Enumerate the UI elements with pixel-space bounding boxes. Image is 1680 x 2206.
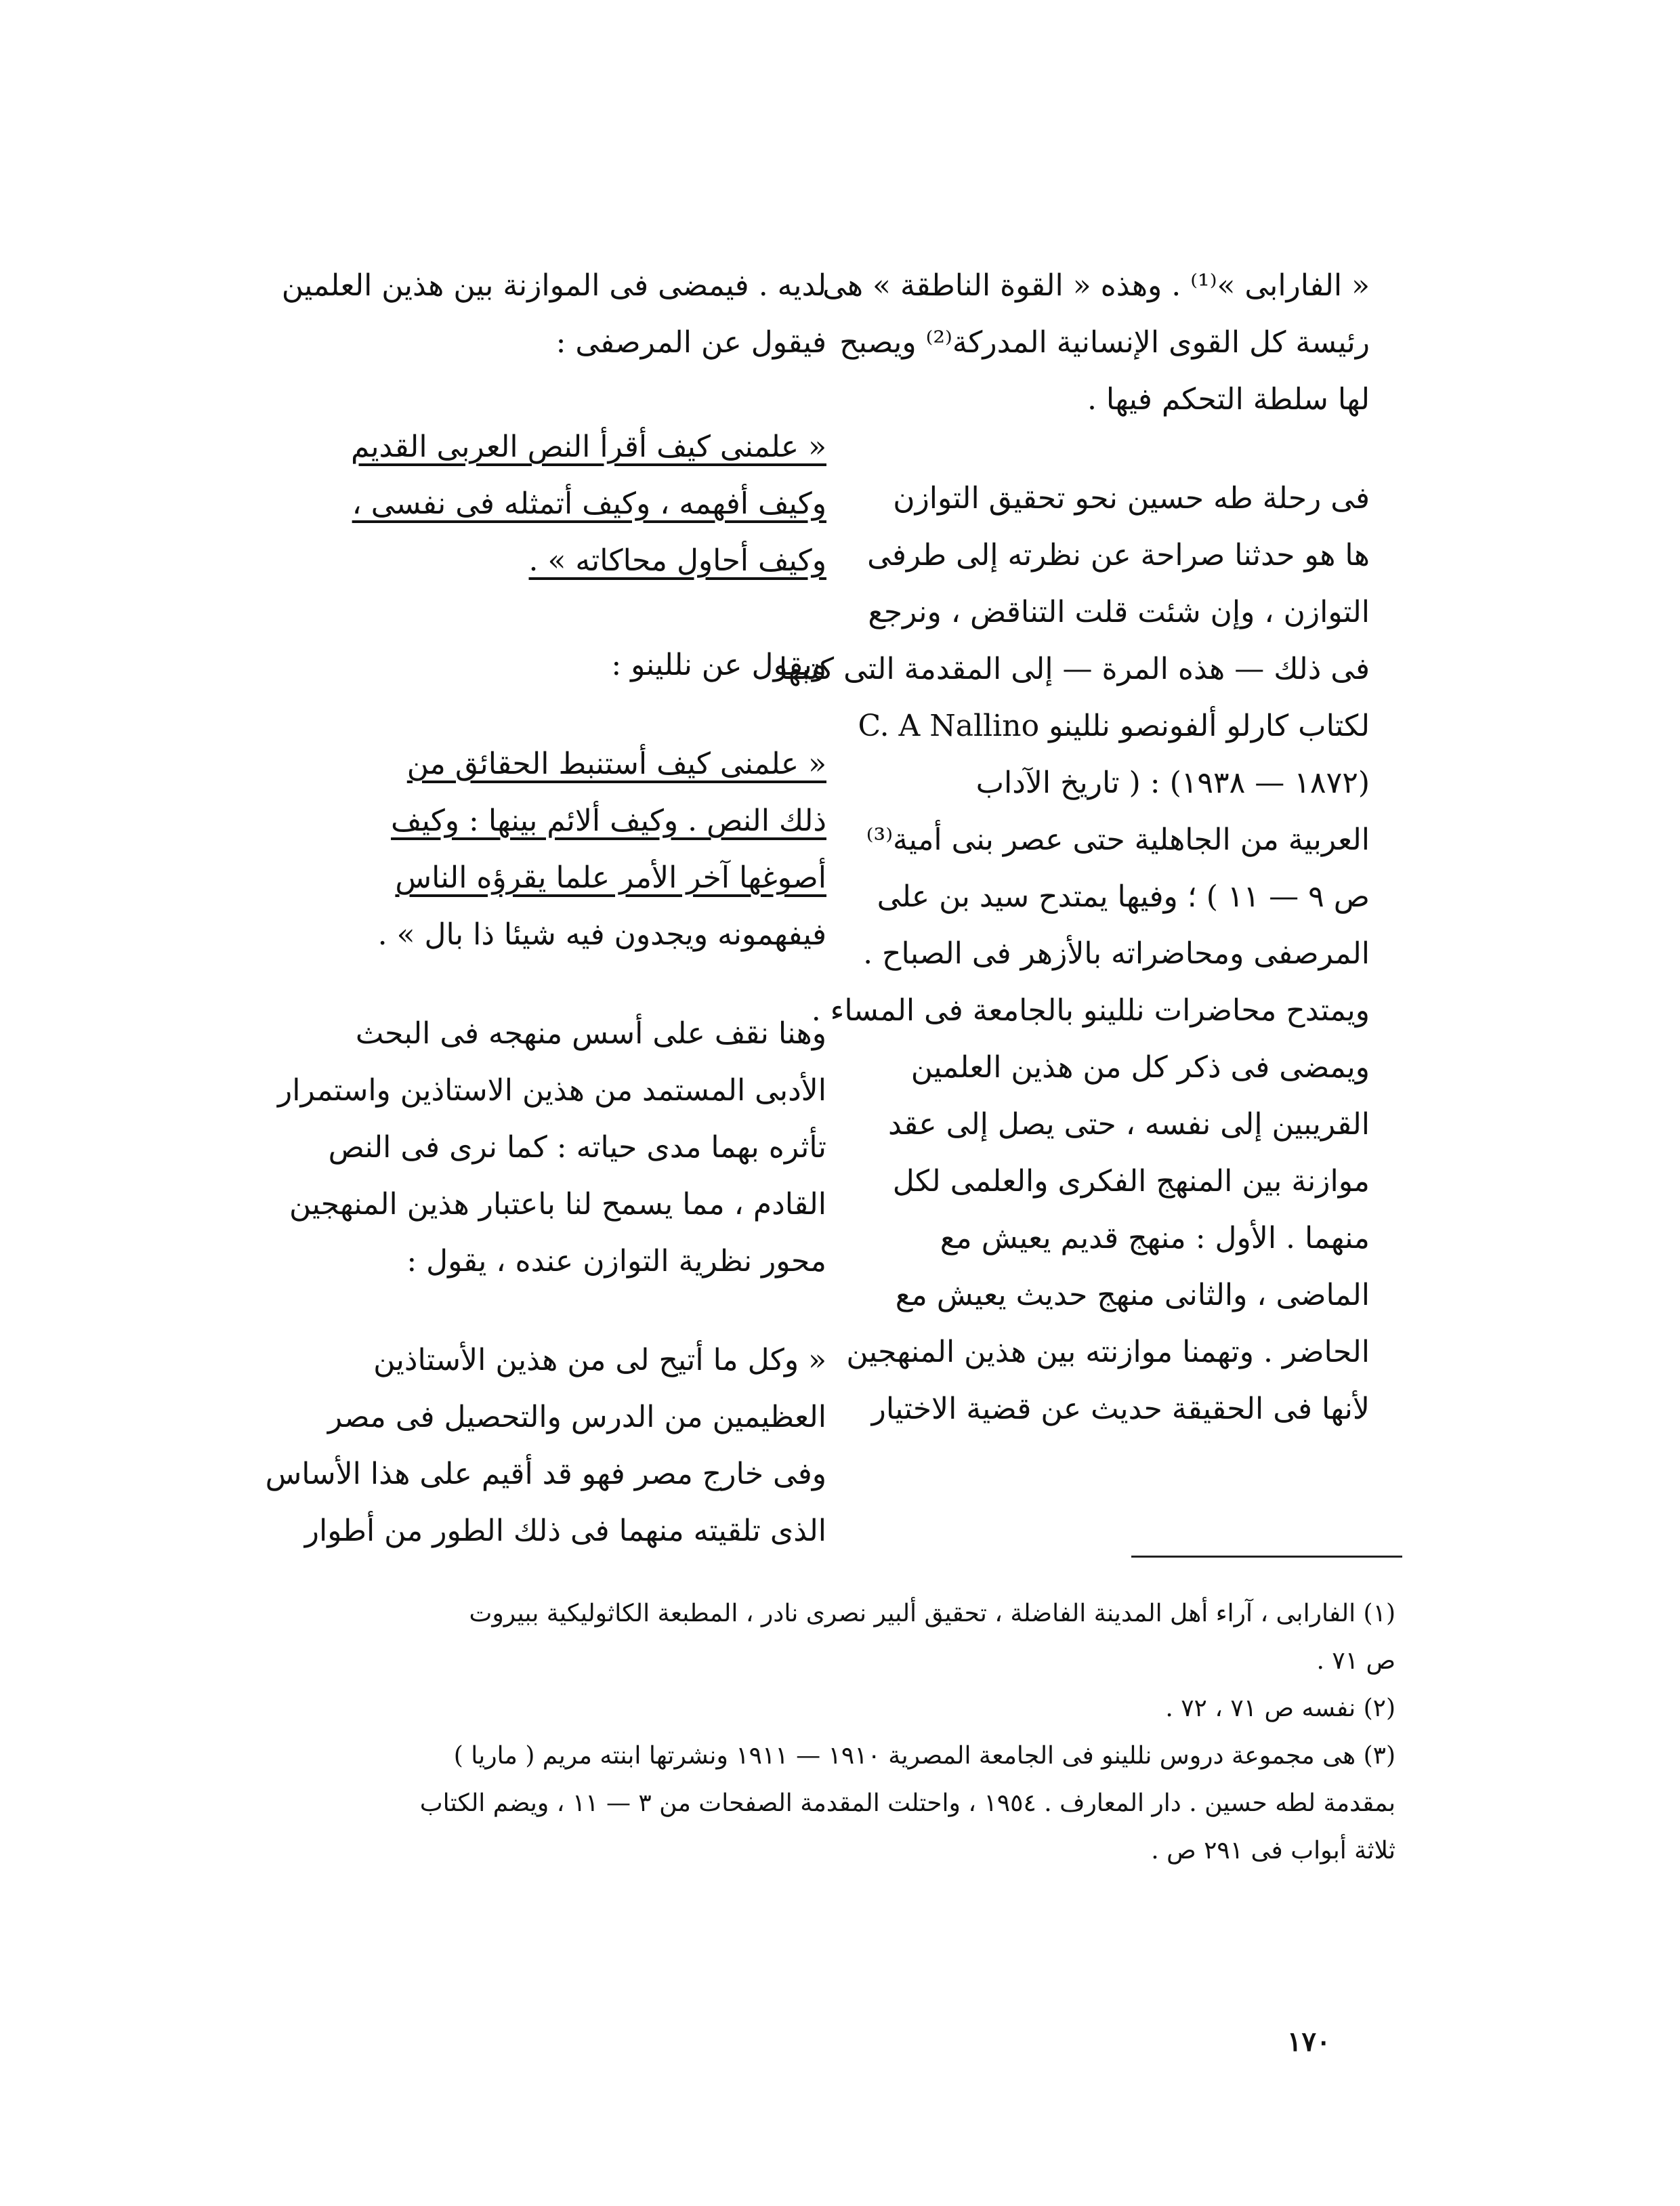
quote-line: العظيمين من الدرس والتحصيل فى مصر bbox=[327, 1400, 826, 1434]
text-line: فيقول عن المرصفى : bbox=[555, 325, 826, 360]
text-line: التوازن ، وإن شئت قلت التناقض ، ونرجع bbox=[868, 595, 1370, 629]
text-line: لكتاب كارلو ألفونصو نللينو C. A Nallino bbox=[858, 709, 1370, 743]
footnote-divider bbox=[1131, 1556, 1402, 1558]
quote-line: وكيف أحاول محاكاته » . bbox=[528, 543, 826, 578]
text-line: لأنها فى الحقيقة حديث عن قضية الاختيار bbox=[871, 1392, 1370, 1426]
text-line: رئيسة كل القوى الإنسانية المدركة⁽²⁾ ويصبح bbox=[839, 325, 1370, 360]
text-line: ويقول عن نللينو : bbox=[611, 648, 826, 682]
text-line: الماضى ، والثانى منهج حديث يعيش مع bbox=[895, 1278, 1370, 1312]
text-line: موازنة بين المنهج الفكرى والعلمى لكل bbox=[892, 1164, 1370, 1199]
text-line: العربية من الجاهلية حتى عصر بنى أمية⁽³⁾ bbox=[866, 823, 1370, 857]
text-line: تأثره بهما مدى حياته : كما نرى فى النص bbox=[328, 1130, 826, 1165]
footnotes bbox=[285, 1592, 1395, 1877]
quote-line: وفى خارج مصر فهو قد أقيم على هذا الأساس bbox=[265, 1457, 826, 1491]
footnote-line: بمقدمة لطه حسين . دار المعارف . ١٩٥٤ ، واحتلت المقدمة الصفحات من ٣ — ١١ ، ويضم الكتاب bbox=[419, 1789, 1395, 1817]
text-line: ها هو حدثنا صراحة عن نظرته إلى طرفى bbox=[867, 538, 1370, 573]
right-column bbox=[778, 257, 1370, 1438]
footnote-line: (٣) هى مجموعة دروس نللينو فى الجامعة المصرية ١٩١٠ — ١٩١١ ونشرتها ابنته مريم ( ماريا ) bbox=[453, 1742, 1395, 1770]
text-line: فى ذلك — هذه المرة — إلى المقدمة التى كتبها bbox=[778, 652, 1370, 686]
footnote-line: (٢) نفسه ص ٧١ ، ٧٢ . bbox=[1165, 1694, 1395, 1722]
quote-line: فيفهمونه ويجدون فيه شيئا ذا بال » . bbox=[377, 917, 826, 952]
quote-line: « علمنى كيف أقرأ النص العربى القديم bbox=[351, 430, 826, 464]
text-line: (١٨٧٢ — ١٩٣٨) : ( تاريخ الآداب bbox=[975, 766, 1370, 800]
footnote-line: ص ٧١ . bbox=[1316, 1647, 1395, 1675]
text-line: ويمتدح محاضرات نللينو بالجامعة فى المساء . bbox=[811, 993, 1370, 1028]
quote-line: وكيف أفهمه ، وكيف أتمثله فى نفسى ، bbox=[352, 486, 826, 521]
text-line: لديه . فيمضى فى الموازنة بين هذين العلمين bbox=[281, 268, 826, 303]
text-line: الحاضر . وتهمنا موازنته بين هذين المنهجين bbox=[846, 1335, 1370, 1369]
left-column bbox=[265, 257, 826, 1560]
text-line: ص ٩ — ١١ ) ؛ وفيها يمتدح سيد بن على bbox=[877, 879, 1370, 914]
text-line: فى رحلة طه حسين نحو تحقيق التوازن bbox=[893, 481, 1370, 516]
page-number: ١٧٠ bbox=[1287, 2026, 1331, 2058]
text-line: محور نظرية التوازن عنده ، يقول : bbox=[406, 1244, 826, 1278]
text-line: وهنا نقف على أسس منهجه فى البحث bbox=[355, 1016, 826, 1051]
text-line: منهما . الأول : منهج قديم يعيش مع bbox=[940, 1221, 1370, 1255]
quote-line: « علمنى كيف أستنبط الحقائق من bbox=[406, 747, 826, 781]
quote-line: ذلك النص . وكيف ألائم بينها : وكيف bbox=[391, 804, 826, 838]
text-line: لها سلطة التحكم فيها . bbox=[1087, 382, 1370, 417]
text-line: « الفارابى »⁽¹⁾ . وهذه « القوة الناطقة » هى bbox=[822, 268, 1370, 303]
text-line: ويمضى فى ذكر كل من هذين العلمين bbox=[910, 1050, 1370, 1085]
quote-line: أصوغها آخر الأمر علما يقرؤه الناس bbox=[395, 860, 826, 895]
text-line: المرصفى ومحاضراته بالأزهر فى الصباح . bbox=[863, 936, 1370, 971]
quote-line: « وكل ما أتيح لى من هذين الأستاذين bbox=[373, 1343, 826, 1377]
quote-line: الذى تلقيته منهما فى ذلك الطور من أطوار bbox=[304, 1514, 826, 1548]
footnote-line: (١) الفارابى ، آراء أهل المدينة الفاضلة ، تحقيق ألبير نصرى نادر ، المطبعة الكاثوليكية ببيروت bbox=[469, 1600, 1395, 1627]
text-line: القادم ، مما يسمح لنا باعتبار هذين المنهجين bbox=[289, 1187, 826, 1222]
text-line: الأدبى المستمد من هذين الاستاذين واستمرار bbox=[277, 1073, 826, 1108]
text-line: القريبين إلى نفسه ، حتى يصل إلى عقد bbox=[887, 1107, 1370, 1142]
footnote-line: ثلاثة أبواب فى ٢٩١ ص . bbox=[1151, 1837, 1395, 1865]
